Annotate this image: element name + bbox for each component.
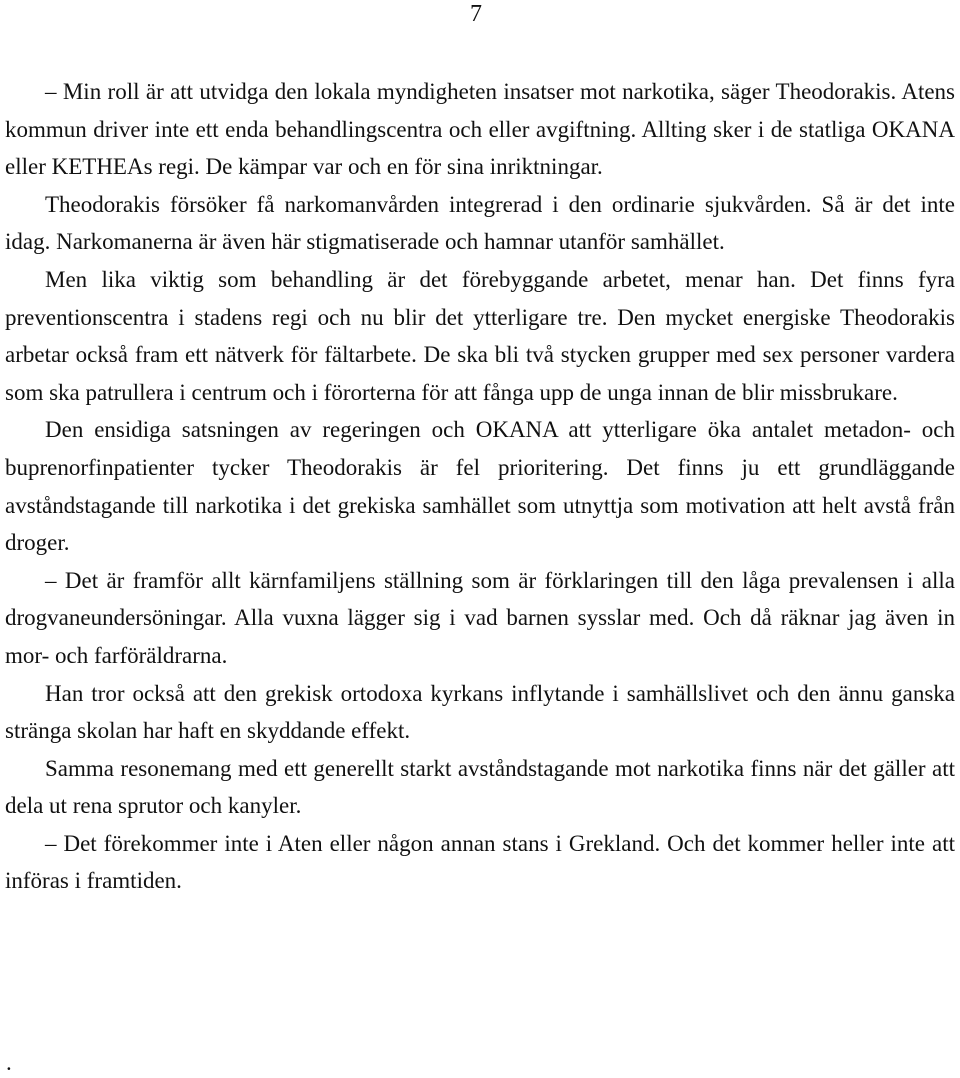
paragraph-7: Samma resonemang med ett generellt starkt avståndstagande mot narkotika finns när det gäller att dela ut rena sprutor och kanyler. (5, 755, 955, 819)
paragraph-5: – Det är framför allt kärnfamiljens ställning som är förklaringen till den låga prevalensen i alla drogvaneundersöningar. Alla vuxna lägger sig i vad barnen sysslar med. Och då räknar jag även in mor- och farföräldrarna. (5, 567, 955, 668)
paragraph-4: Den ensidiga satsningen av regeringen och OKANA att ytterligare öka antalet metadon- och buprenorfinpatienter tycker Theodorakis är fel prioritering. Det finns ju ett grundläggande avståndstagande till narkotika i det grekiska samhället som utnyttja som motivation att helt avstå från droger. (5, 417, 955, 556)
paragraph-8: – Det förekommer inte i Aten eller någon annan stans i Grekland. Och det kommer heller inte att införas i framtiden. (5, 830, 955, 894)
trailing-mark: . (6, 1050, 12, 1075)
paragraph-6: Han tror också att den grekisk ortodoxa kyrkans inflytande i samhällslivet och den ännu ganska stränga skolan har haft en skyddande effekt. (5, 680, 955, 744)
article-body (5, 73, 955, 900)
paragraph-2: Theodorakis försöker få narkomanvården integrerad i den ordinarie sjukvården. Så är det inte idag. Narkomanerna är även här stigmatiserade och hamnar utanför samhället. (5, 191, 955, 255)
paragraph-3: Men lika viktig som behandling är det förebyggande arbetet, menar han. Det finns fyra preventionscentra i stadens regi och nu blir det ytterligare tre. Den mycket energiske Theodorakis arbetar också fram ett nätverk för fältarbete. De ska bli två stycken grupper med sex personer vardera som ska patrullera i centrum och i förorterna för att fånga upp de unga innan de blir missbrukare. (5, 266, 955, 405)
paragraph-1: – Min roll är att utvidga den lokala myndigheten insatser mot narkotika, säger Theodorakis. Atens kommun driver inte ett enda behandlingscentra och eller avgiftning. Allting sker i de statliga OKANA eller KETHEAs regi. De kämpar var och en för sina inriktningar. (5, 79, 955, 180)
page-number: 7 (470, 1, 482, 27)
